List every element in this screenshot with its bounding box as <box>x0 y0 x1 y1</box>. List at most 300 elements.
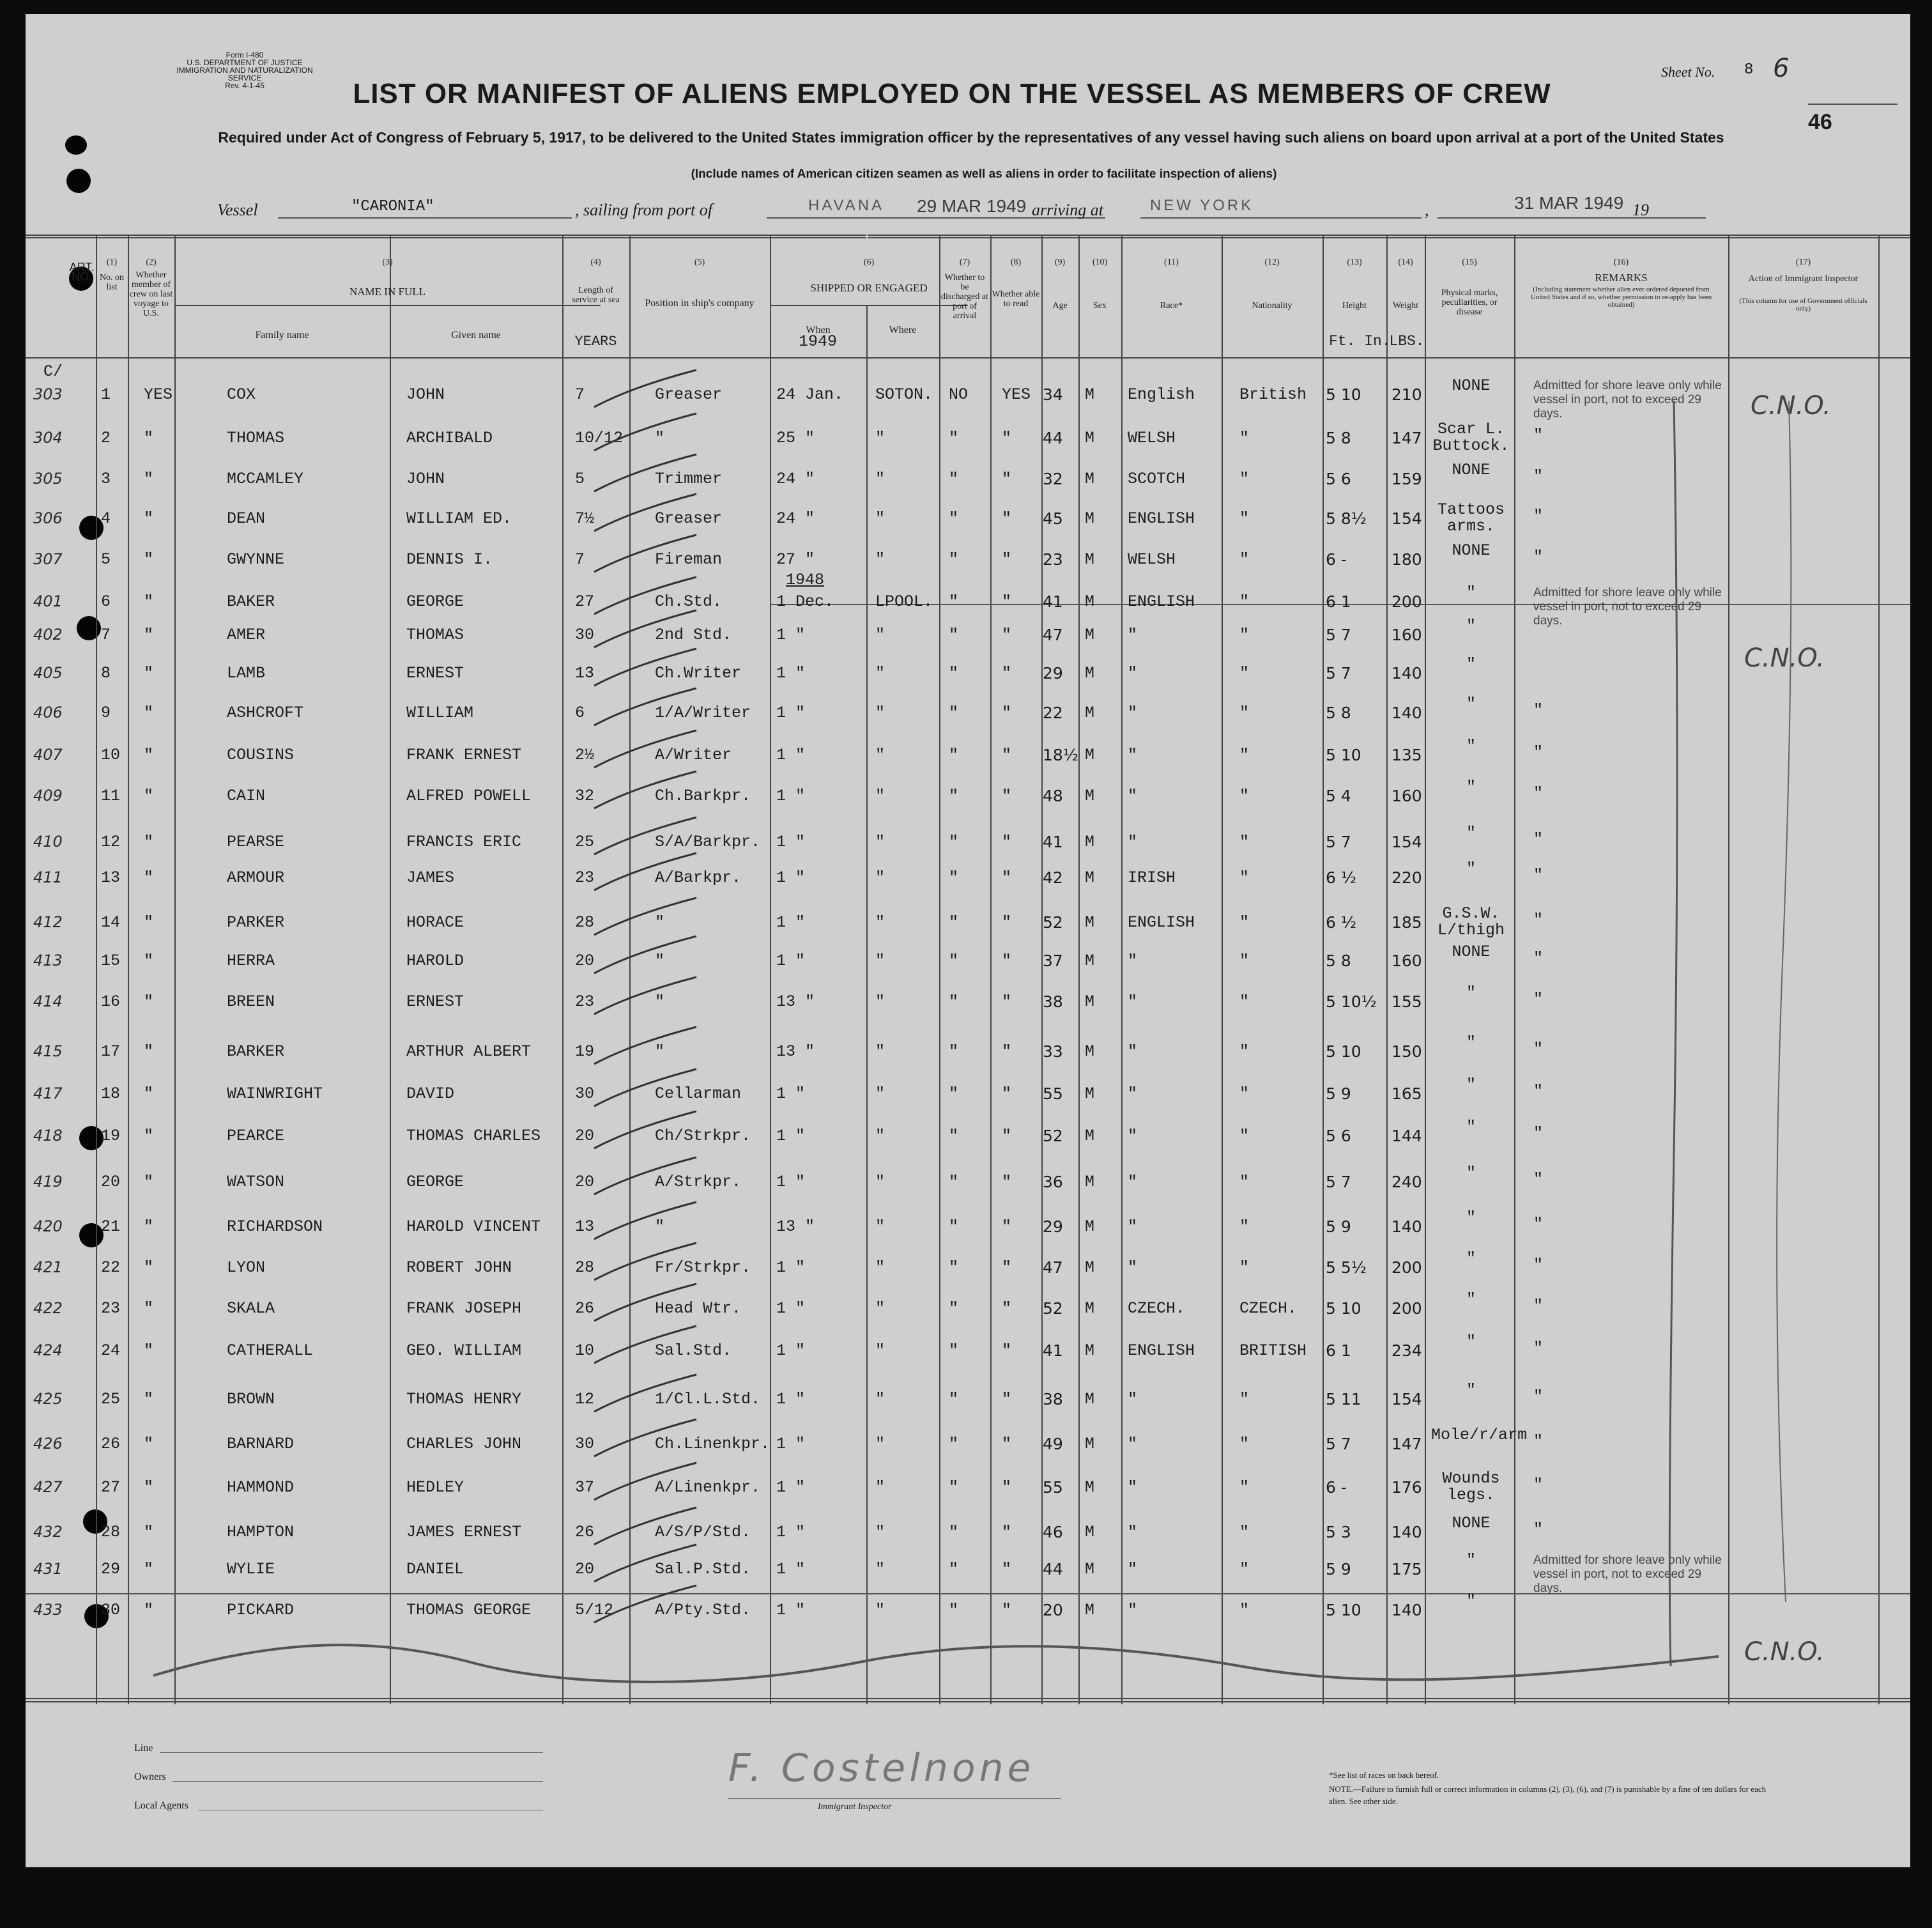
sex-cell: M <box>1085 385 1095 404</box>
table-row <box>26 541 1910 587</box>
discharged-cell: " <box>949 1042 959 1061</box>
height-cell: 5 10 <box>1326 746 1361 764</box>
age-cell: 33 <box>1043 1042 1063 1061</box>
remarks-cell: " <box>1533 1339 1544 1357</box>
list-number-cell: 15 <box>101 952 121 970</box>
family-name-cell: PEARSE <box>227 833 285 851</box>
physical-marks-cell: Wounds legs. <box>1442 1469 1500 1504</box>
shipped-where-cell: " <box>875 992 885 1011</box>
inspector-caption: Immigrant Inspector <box>818 1802 892 1812</box>
pencil-check <box>588 1281 703 1326</box>
list-number-cell: 21 <box>101 1217 121 1236</box>
shipped-merge <box>866 235 868 305</box>
family-name-cell: DEAN <box>227 509 266 528</box>
list-number-cell: 24 <box>101 1341 121 1360</box>
height-cell: 6 1 <box>1326 592 1351 611</box>
age-cell: 52 <box>1043 913 1063 932</box>
given-name-cell: THOMAS CHARLES <box>406 1127 541 1145</box>
physical-marks-cell: " <box>1466 1033 1476 1052</box>
col15-number: (15) <box>1462 258 1477 267</box>
sex-cell: M <box>1085 1084 1095 1103</box>
family-name-cell: AMER <box>227 626 266 644</box>
form-footer <box>26 1708 1910 1867</box>
physical-marks-cell: " <box>1466 983 1476 1002</box>
family-name-cell: CAIN <box>227 787 266 805</box>
nationality-cell: CZECH. <box>1239 1299 1298 1318</box>
physical-marks-cell: " <box>1466 778 1476 796</box>
shipped-where-cell: " <box>875 626 885 644</box>
given-name-cell: GEORGE <box>406 592 464 611</box>
sex-cell: M <box>1085 509 1095 528</box>
last-voyage-cell: " <box>144 1127 154 1145</box>
department: U.S. DEPARTMENT OF JUSTICE <box>187 58 303 67</box>
position-cell: A/Strkpr. <box>655 1173 742 1191</box>
race-cell: WELSH <box>1128 429 1176 447</box>
shipped-when-cell: 25 " <box>776 429 815 447</box>
pencil-check <box>588 1024 703 1069</box>
weight-cell: 200 <box>1392 1258 1422 1277</box>
table-row <box>26 1033 1910 1079</box>
vessel-label: Vessel <box>217 201 258 219</box>
discharged-cell: " <box>949 992 959 1011</box>
shipped-where-cell: " <box>875 1299 885 1318</box>
service-years-cell: 12 <box>575 1390 595 1408</box>
remarks-cell: " <box>1533 743 1544 762</box>
weight-cell: 160 <box>1392 787 1422 805</box>
nationality-cell: BRITISH <box>1239 1341 1307 1360</box>
nationality-cell: " <box>1239 1560 1250 1578</box>
list-number-cell: 3 <box>101 470 111 488</box>
col3-label: NAME IN FULL <box>349 286 425 298</box>
nationality-cell: " <box>1239 1478 1250 1497</box>
discharged-cell: " <box>949 1127 959 1145</box>
shipped-when-cell: 1 " <box>776 704 806 722</box>
discharged-cell: " <box>949 1084 959 1103</box>
shipped-where-cell: " <box>875 1042 885 1061</box>
shipped-where-cell: " <box>875 1217 885 1236</box>
height-cell: 5 3 <box>1326 1523 1351 1541</box>
family-name-cell: WATSON <box>227 1173 285 1191</box>
discharged-cell: " <box>949 592 959 611</box>
race-cell: " <box>1128 1258 1138 1277</box>
col5-label: Position in ship's company <box>645 298 755 309</box>
art-number-cell: 405 <box>33 664 63 682</box>
weight-cell: 185 <box>1392 913 1422 932</box>
position-cell: " <box>655 913 665 932</box>
pencil-check <box>588 934 703 978</box>
nationality-cell: " <box>1239 429 1250 447</box>
last-voyage-cell: " <box>144 1084 154 1103</box>
able-to-read-cell: " <box>1002 1523 1012 1541</box>
fine-note: NOTE.—Failure to furnish full or correct information in columns (2), (3), (6), and (7) is punishable by a fine of ten dollars for each alien. See other side. <box>1329 1784 1767 1806</box>
discharged-cell: " <box>949 1435 959 1453</box>
given-name-cell: JAMES ERNEST <box>406 1523 522 1541</box>
shipped-where-cell: " <box>875 1258 885 1277</box>
physical-marks-cell: " <box>1466 1208 1476 1227</box>
race-cell: " <box>1128 704 1138 722</box>
race-cell: " <box>1128 1127 1138 1145</box>
pencil-check <box>588 1417 703 1461</box>
last-voyage-cell: " <box>144 509 154 528</box>
last-voyage-cell: " <box>144 868 154 887</box>
col10-label: Sex <box>1093 301 1107 311</box>
race-cell: " <box>1128 1560 1138 1578</box>
shipped-when-cell: 1 " <box>776 626 806 644</box>
able-to-read-cell: " <box>1002 1127 1012 1145</box>
given-name-cell: HAROLD VINCENT <box>406 1217 541 1236</box>
height-cell: 5 7 <box>1326 833 1351 851</box>
last-voyage-cell: " <box>144 952 154 970</box>
shipped-when-cell: 1 " <box>776 913 806 932</box>
shipped-where-cell: " <box>875 1341 885 1360</box>
sex-cell: M <box>1085 1478 1095 1497</box>
family-name-cell: BROWN <box>227 1390 275 1408</box>
vessel-line <box>278 217 572 219</box>
discharged-cell: " <box>949 626 959 644</box>
position-cell: " <box>655 429 665 447</box>
family-name-cell: PARKER <box>227 913 285 932</box>
art-number-cell: 414 <box>33 992 63 1010</box>
art-number-cell: 409 <box>33 787 63 805</box>
art-number-cell: 407 <box>33 746 63 764</box>
col17-sub: (This column for use of Government officials only) <box>1739 297 1867 312</box>
service-years-cell: 5 <box>575 470 585 488</box>
shipped-when-cell: 1 Dec. <box>776 592 834 611</box>
sex-cell: M <box>1085 1523 1095 1541</box>
discharged-cell: " <box>949 1299 959 1318</box>
weight-cell: 175 <box>1392 1560 1422 1578</box>
given-name-cell: ERNEST <box>406 664 464 683</box>
able-to-read-cell: " <box>1002 1478 1012 1497</box>
list-number-cell: 14 <box>101 913 121 932</box>
physical-marks-cell: " <box>1466 1076 1476 1094</box>
discharged-cell: " <box>949 704 959 722</box>
nationality-cell: " <box>1239 1042 1250 1061</box>
given-name-cell: THOMAS GEORGE <box>406 1601 532 1619</box>
shipped-when-cell: 13 " <box>776 992 815 1011</box>
table-row <box>26 500 1910 546</box>
table-row <box>26 1592 1910 1638</box>
height-cell: 5 7 <box>1326 1173 1351 1191</box>
col11-number: (11) <box>1164 258 1179 267</box>
sex-cell: M <box>1085 704 1095 722</box>
weight-cell: 140 <box>1392 1601 1422 1619</box>
sex-cell: M <box>1085 1601 1095 1619</box>
weight-cell: 180 <box>1392 550 1422 569</box>
nationality-cell: " <box>1239 1173 1250 1191</box>
family-name-cell: HAMPTON <box>227 1523 295 1541</box>
nationality-cell: " <box>1239 913 1250 932</box>
weight-cell: 160 <box>1392 952 1422 970</box>
art-number-cell: 431 <box>33 1560 63 1578</box>
shipped-where-cell: " <box>875 1390 885 1408</box>
service-years-cell: 37 <box>575 1478 595 1497</box>
weight-cell: 147 <box>1392 1435 1422 1453</box>
line-rule <box>160 1752 543 1753</box>
position-cell: " <box>655 1217 665 1236</box>
page-number: 46 <box>1808 110 1832 134</box>
art-number-cell: 421 <box>33 1258 63 1276</box>
shipped-when-cell: 1 " <box>776 1523 806 1541</box>
remarks-cell: " <box>1533 507 1544 525</box>
family-name-cell: WAINWRIGHT <box>227 1084 323 1103</box>
col12-number: (12) <box>1264 258 1280 267</box>
service-years-cell: 26 <box>575 1299 595 1318</box>
able-to-read-cell: " <box>1002 1601 1012 1619</box>
nationality-cell: " <box>1239 470 1250 488</box>
shipped-where-cell: " <box>875 1173 885 1191</box>
sex-cell: M <box>1085 1042 1095 1061</box>
nationality-cell: " <box>1239 1217 1250 1236</box>
sheet-label: Sheet No. <box>1661 64 1715 80</box>
position-cell: 1/Cl.L.Std. <box>655 1390 761 1408</box>
position-cell: Ch.Std. <box>655 592 723 611</box>
shipped-when-cell: 1 " <box>776 952 806 970</box>
shipped-when-cell: 1 " <box>776 1601 806 1619</box>
height-cell: 5 5½ <box>1326 1258 1367 1277</box>
race-cell: " <box>1128 1173 1138 1191</box>
inspector-mark: C.N.O. <box>1744 644 1825 673</box>
art-number-cell: 427 <box>33 1478 63 1496</box>
nationality-cell: " <box>1239 1435 1250 1453</box>
shipped-where-cell: " <box>875 1478 885 1497</box>
col16-label: REMARKS <box>1595 272 1648 284</box>
weight-cell: 154 <box>1392 509 1422 528</box>
position-cell: " <box>655 1042 665 1061</box>
race-cell: WELSH <box>1128 550 1176 569</box>
nationality-cell: " <box>1239 626 1250 644</box>
given-name-cell: CHARLES JOHN <box>406 1435 522 1453</box>
art-number-cell: 433 <box>33 1601 63 1619</box>
remarks-cell: Admitted for shore leave only while vessel in port, not to exceed 29 days. <box>1533 586 1722 628</box>
remarks-cell: " <box>1533 1124 1544 1143</box>
art-number-cell: 420 <box>33 1217 63 1235</box>
race-cell: " <box>1128 746 1138 764</box>
col12-label: Nationality <box>1252 301 1292 311</box>
age-cell: 55 <box>1043 1084 1063 1103</box>
given-name-cell: ARTHUR ALBERT <box>406 1042 532 1061</box>
shipped-where-cell: " <box>875 1127 885 1145</box>
table-row <box>26 943 1910 989</box>
given-name-cell: JAMES <box>406 868 455 887</box>
race-cell: " <box>1128 1084 1138 1103</box>
table-row <box>26 1118 1910 1164</box>
vessel-name: "CARONIA" <box>351 198 434 215</box>
shipped-where-cell: " <box>875 787 885 805</box>
race-cell: " <box>1128 833 1138 851</box>
given-name-cell: WILLIAM ED. <box>406 509 512 528</box>
family-name-cell: GWYNNE <box>227 550 285 569</box>
nationality-cell: " <box>1239 704 1250 722</box>
agents-label: Local Agents <box>134 1800 188 1811</box>
physical-marks-cell: " <box>1466 1332 1476 1351</box>
col16-sub: (Including statement whether alien ever ordered deported from United States and if so, whether permission to re-apply has been obtained) <box>1530 286 1712 309</box>
manifest-sheet <box>26 14 1910 1867</box>
shipped-when-cell: 1 " <box>776 1299 806 1318</box>
last-voyage-cell: " <box>144 1478 154 1497</box>
last-voyage-cell: " <box>144 1042 154 1061</box>
remarks-cell: " <box>1533 784 1544 803</box>
able-to-read-cell: " <box>1002 470 1012 488</box>
sex-cell: M <box>1085 952 1095 970</box>
shipped-when-cell: 24 " <box>776 509 815 528</box>
race-cell: SCOTCH <box>1128 470 1186 488</box>
discharged-cell: NO <box>949 385 969 404</box>
height-cell: 6 - <box>1326 1478 1347 1497</box>
cancel-scribble <box>153 1637 1719 1688</box>
position-cell: Fireman <box>655 550 723 569</box>
col11-label: Race* <box>1160 301 1183 311</box>
shipped-when-cell: 27 " <box>776 550 815 569</box>
nationality-cell: " <box>1239 992 1250 1011</box>
family-name-cell: WYLIE <box>227 1560 275 1578</box>
shipped-when-cell: 1 " <box>776 1258 806 1277</box>
discharged-cell: " <box>949 1523 959 1541</box>
sex-cell: M <box>1085 1341 1095 1360</box>
service-years-cell: 23 <box>575 868 595 887</box>
shipped-when-cell: 1 " <box>776 1127 806 1145</box>
age-cell: 18½ <box>1043 746 1079 764</box>
able-to-read-cell: " <box>1002 913 1012 932</box>
shipped-where-cell: " <box>875 1084 885 1103</box>
race-cell: ENGLISH <box>1128 1341 1195 1360</box>
form-subtitle: Required under Act of Congress of February 5, 1917, to be delivered to the United States immigration officer by the representatives of any vessel having such aliens on board upon arrival at a port of the United States <box>218 129 1724 146</box>
sex-cell: M <box>1085 1560 1095 1578</box>
art-number-cell: 412 <box>33 913 63 931</box>
shipped-where-cell: " <box>875 509 885 528</box>
race-cell: IRISH <box>1128 868 1176 887</box>
last-voyage-cell: " <box>144 746 154 764</box>
art-number-cell: 422 <box>33 1299 63 1317</box>
physical-marks-cell: " <box>1466 1592 1476 1610</box>
sheet-underline <box>1808 104 1897 105</box>
pencil-check <box>588 1240 703 1285</box>
race-cell: " <box>1128 1601 1138 1619</box>
shipped-when-cell: 1 " <box>776 1341 806 1360</box>
given-name-cell: THOMAS HENRY <box>406 1390 522 1408</box>
age-cell: 37 <box>1043 952 1063 970</box>
weight-cell: 234 <box>1392 1341 1422 1360</box>
race-note: *See list of races on back hereof. <box>1329 1770 1439 1780</box>
weight-cell: 140 <box>1392 1523 1422 1541</box>
list-number-cell: 18 <box>101 1084 121 1103</box>
col14-number: (14) <box>1398 258 1413 267</box>
revision: Rev. 4-1-45 <box>225 81 264 90</box>
sheet-number-handwritten: 6 <box>1773 54 1790 83</box>
physical-marks-cell: " <box>1466 1551 1476 1569</box>
weight-cell: 140 <box>1392 1217 1422 1236</box>
able-to-read-cell: " <box>1002 429 1012 447</box>
age-cell: 49 <box>1043 1435 1063 1453</box>
position-cell: Greaser <box>655 509 723 528</box>
list-number-cell: 1 <box>101 385 111 404</box>
position-cell: S/A/Barkpr. <box>655 833 761 851</box>
col3-number: (3) <box>382 258 393 267</box>
col7-number: (7) <box>959 258 970 267</box>
pencil-check <box>588 367 703 412</box>
remarks-cell: " <box>1533 1432 1544 1451</box>
nationality-cell: " <box>1239 509 1250 528</box>
pencil-check <box>588 728 703 773</box>
sex-cell: M <box>1085 746 1095 764</box>
table-row <box>26 1551 1910 1597</box>
able-to-read-cell: " <box>1002 626 1012 644</box>
race-cell: " <box>1128 1217 1138 1236</box>
sheet-number: 8 <box>1744 61 1754 79</box>
physical-marks-cell: " <box>1466 695 1476 713</box>
given-name-cell: FRANK JOSEPH <box>406 1299 522 1318</box>
last-voyage-cell: " <box>144 1601 154 1619</box>
owners-rule <box>172 1781 543 1782</box>
position-cell: Ch.Writer <box>655 664 742 683</box>
able-to-read-cell: " <box>1002 550 1012 569</box>
col10-number: (10) <box>1092 258 1108 267</box>
age-cell: 44 <box>1043 1560 1063 1578</box>
remarks-cell: " <box>1533 1215 1544 1233</box>
height-cell: 5 8 <box>1326 704 1351 722</box>
comma: , <box>1425 201 1429 219</box>
family-name-cell: CATHERALL <box>227 1341 314 1360</box>
height-cell: 5 10 <box>1326 385 1361 404</box>
family-name-cell: ARMOUR <box>227 868 285 887</box>
list-number-cell: 28 <box>101 1523 121 1541</box>
remarks-cell: " <box>1533 1387 1544 1406</box>
sex-cell: M <box>1085 1217 1095 1236</box>
shipped-where-cell: " <box>875 868 885 887</box>
position-cell: Ch.Linenkpr. <box>655 1435 770 1453</box>
physical-marks-cell: " <box>1466 655 1476 674</box>
sex-cell: M <box>1085 1299 1095 1318</box>
height-cell: 6 1 <box>1326 1341 1351 1360</box>
discharged-cell: " <box>949 550 959 569</box>
last-voyage-cell: " <box>144 1523 154 1541</box>
art-number-cell: 413 <box>33 952 63 969</box>
remarks-cell: " <box>1533 1256 1544 1274</box>
weight-cell: 140 <box>1392 704 1422 722</box>
shipped-when-cell: 1 " <box>776 868 806 887</box>
service-years-cell: 30 <box>575 1084 595 1103</box>
shipped-when-cell: 24 Jan. <box>776 385 844 404</box>
given-name-cell: ROBERT JOHN <box>406 1258 512 1277</box>
form-title: LIST OR MANIFEST OF ALIENS EMPLOYED ON THE VESSEL AS MEMBERS OF CREW <box>353 78 1551 109</box>
nationality-cell: " <box>1239 1390 1250 1408</box>
weight-cell: 159 <box>1392 470 1422 488</box>
able-to-read-cell: " <box>1002 1560 1012 1578</box>
position-cell: Greaser <box>655 385 723 404</box>
service-years-cell: 30 <box>575 626 595 644</box>
pencil-check <box>588 1372 703 1417</box>
col8-label: Whether able to read <box>992 289 1040 309</box>
discharged-cell: " <box>949 429 959 447</box>
discharged-cell: " <box>949 1173 959 1191</box>
race-cell: " <box>1128 952 1138 970</box>
nationality-cell: British <box>1239 385 1307 404</box>
shipped-where-cell: " <box>875 550 885 569</box>
age-cell: 22 <box>1043 704 1063 722</box>
service-years-cell: 2½ <box>575 746 595 764</box>
weight-cell: 160 <box>1392 626 1422 644</box>
physical-marks-cell: Mole/r/arm <box>1431 1426 1528 1444</box>
list-number-cell: 30 <box>101 1601 121 1619</box>
list-number-cell: 16 <box>101 992 121 1011</box>
last-voyage-cell: " <box>144 550 154 569</box>
service-years-cell: 26 <box>575 1523 595 1541</box>
table-top-rule <box>26 235 1910 236</box>
art-number-cell: 411 <box>33 868 63 886</box>
sex-cell: M <box>1085 429 1095 447</box>
list-number-cell: 4 <box>101 509 111 528</box>
art-number-cell: 419 <box>33 1173 63 1191</box>
